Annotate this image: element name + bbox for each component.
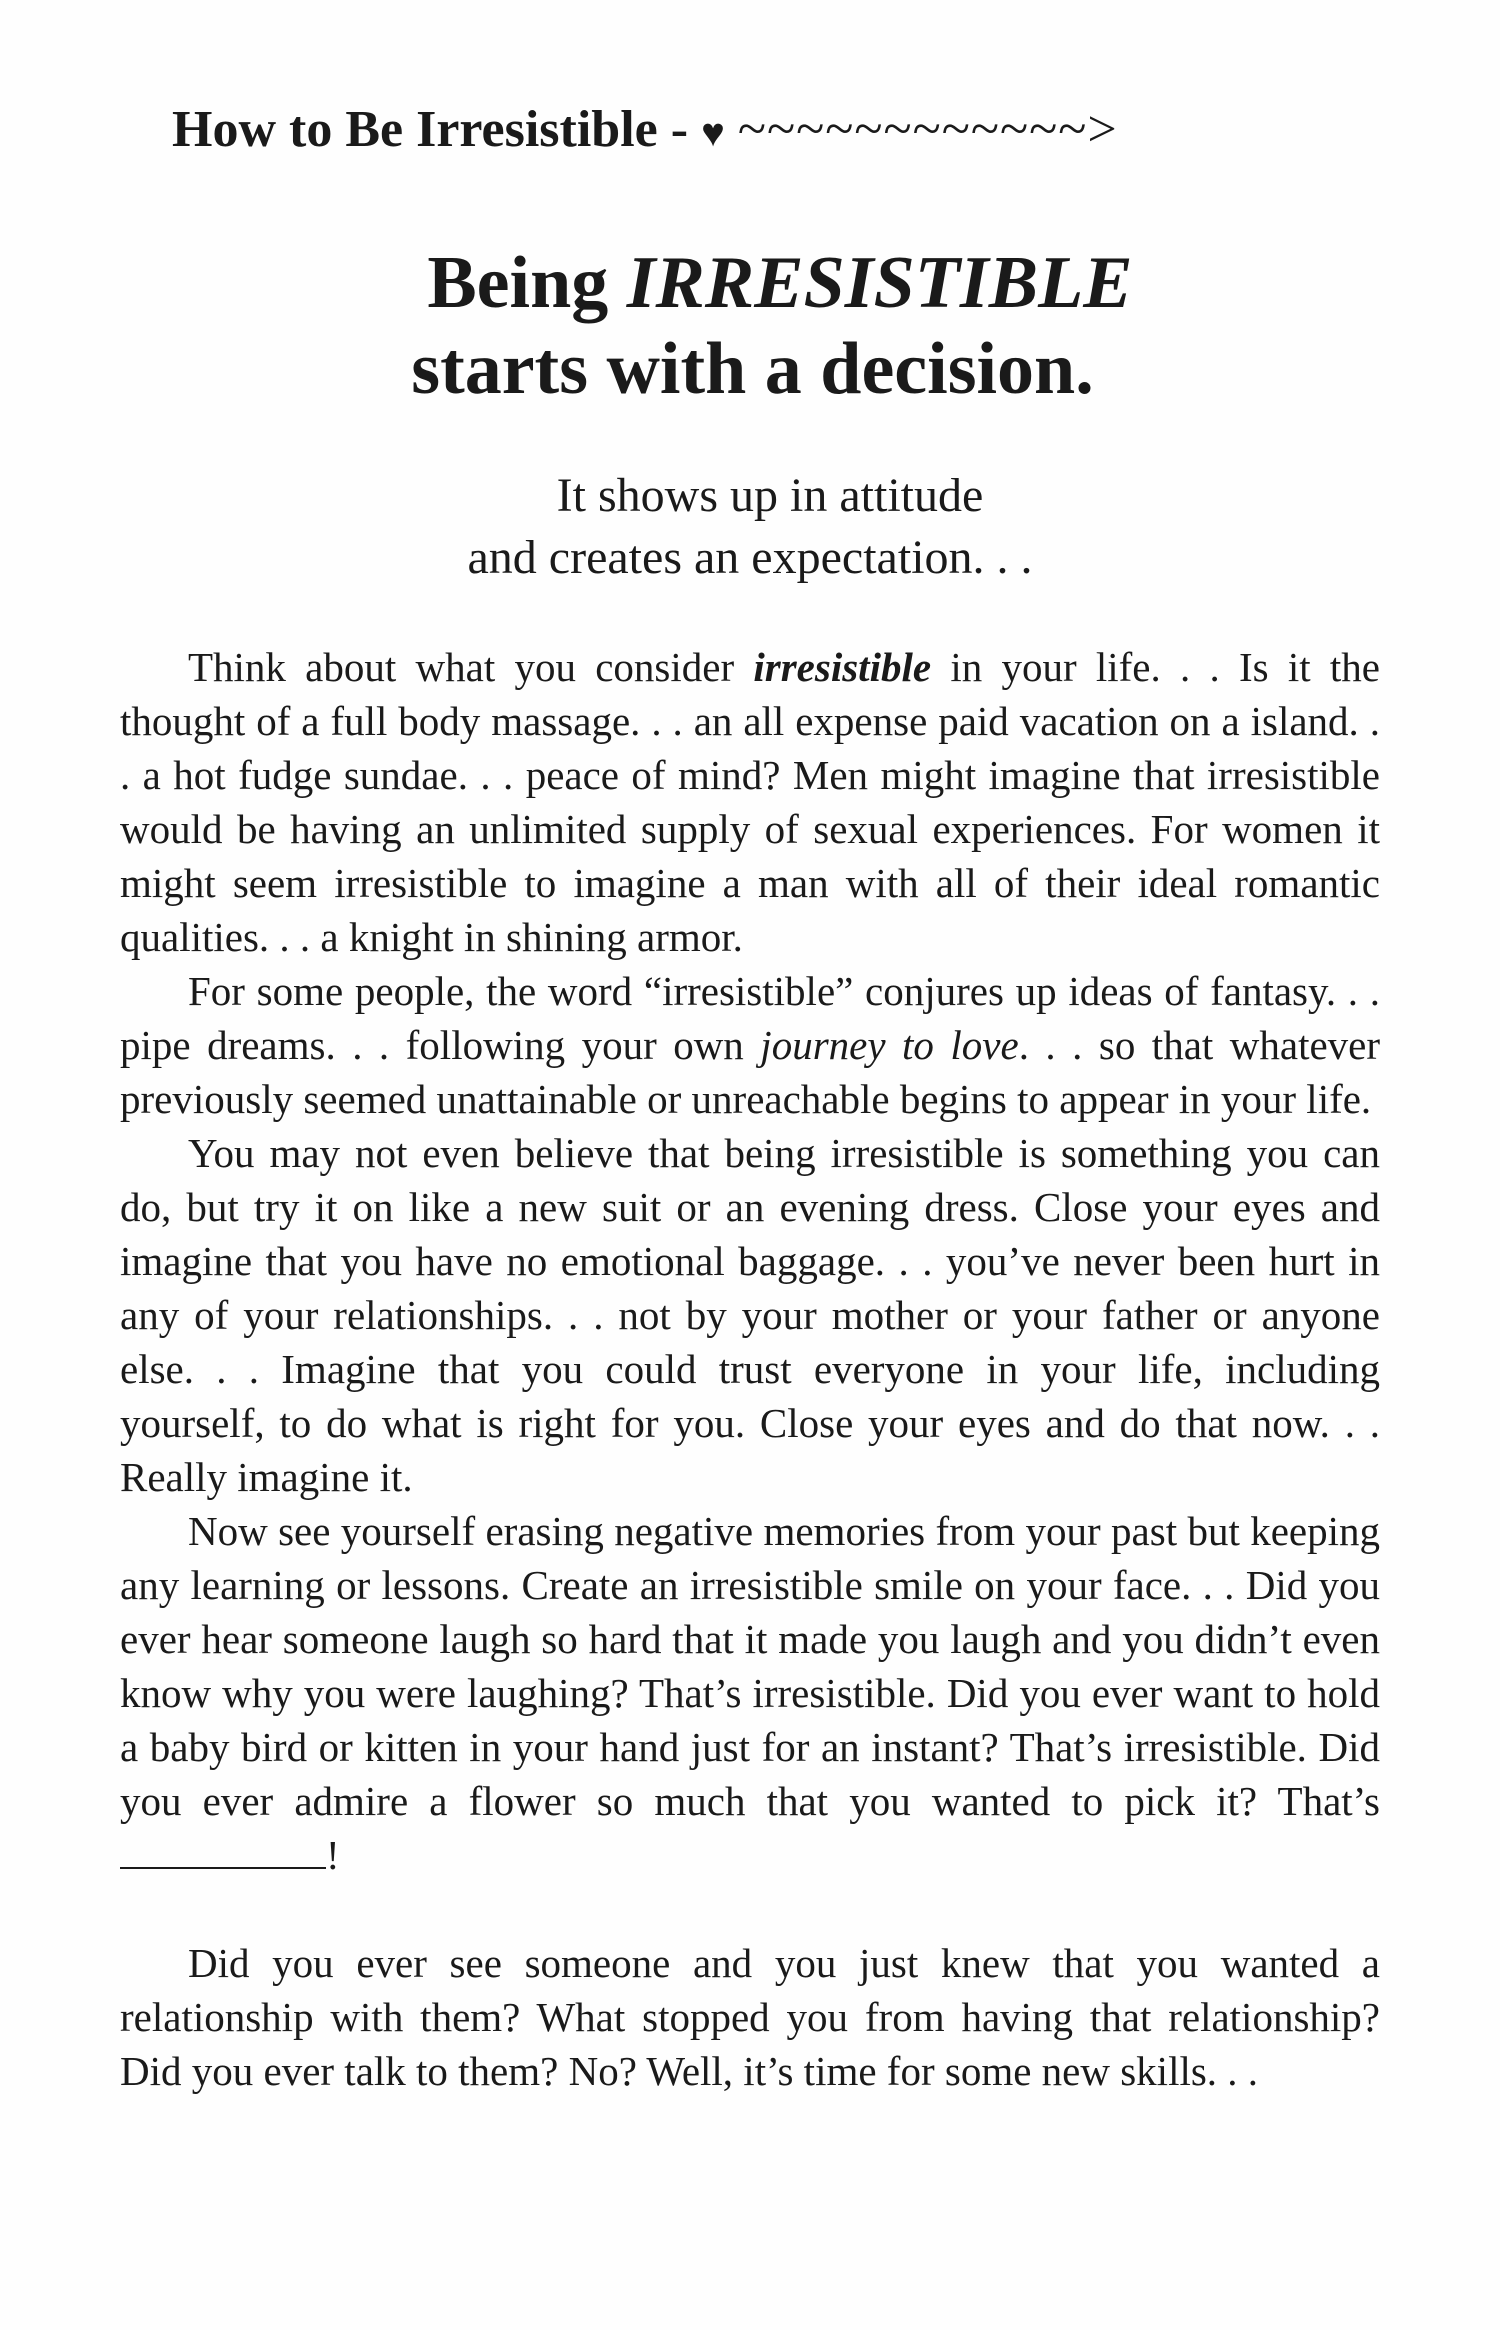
paragraph-1-emphasis: irresistible — [753, 644, 932, 690]
paragraph-2-emphasis: journey to love — [760, 1022, 1019, 1068]
book-title: How to Be Irresistible - — [172, 101, 689, 158]
heart-icon: ♥ — [701, 110, 725, 155]
paragraph-1-start: Think about what you consider — [188, 644, 754, 690]
headline-line-2: starts with a decision. — [411, 328, 1094, 410]
paragraph-4-start: Now see yourself erasing negative memories from your past but keeping any learning or lessons. Create an irresistible smile on your face. . . Did you ever hear someone laugh so hard that it made you laugh and you didn’t even know why you were laughing? That’s irresistible. Did you ever want to hold a baby bird or kitten in your hand just for an instant? That’s irresistible. Did you ever admire a flower so much that you wanted to pick it? That’s — [120, 1508, 1380, 1824]
paragraph-2-start: For some people, the word “irresistible” conjures up ideas of fantasy. . . pipe dreams. . . following your own — [120, 968, 1380, 1068]
paragraph-2-rest: . . . so that whatever previously seemed unattainable or unreachable begins to appear in your life. — [120, 1022, 1381, 1122]
subheading — [0, 465, 1500, 589]
body-text — [120, 640, 1380, 2098]
headline-line-1 — [0, 240, 1500, 326]
running-header — [172, 100, 1118, 159]
paragraph-4-end: ! — [326, 1832, 340, 1878]
paragraph-4 — [120, 1504, 1380, 1882]
headline-prefix: Being — [427, 242, 627, 324]
tilde-arrow: ~~~~~~~~~~~~> — [737, 101, 1118, 158]
fill-in-blank-line — [120, 1835, 326, 1869]
headline-emphasis: IRRESISTIBLE — [626, 242, 1133, 324]
paragraph-2 — [120, 964, 1380, 1126]
paragraph-1 — [120, 640, 1380, 964]
paragraph-5: Did you ever see someone and you just knew that you wanted a relationship with them? What stopped you from having that relationship? Did you ever talk to them? No? Well, it’s time for some new skills. . . — [120, 1940, 1380, 2094]
subheading-line-2: and creates an expectation. . . — [467, 531, 1033, 584]
paragraph-3: You may not even believe that being irresistible is something you can do, but try it on like a new suit or an evening dress. Close your eyes and imagine that you have no emotional baggage. . . you’ve never been hurt in any of your relationships. . . not by your mother or your father or anyone else. . . Imagine that you could trust everyone in your life, including yourself, to do what is right for you. Close your eyes and do that now. . . Really imagine it. — [120, 1130, 1380, 1500]
chapter-headline — [0, 240, 1500, 412]
subheading-line-1: It shows up in attitude — [556, 469, 984, 522]
paragraph-1-rest: in your life. . . Is it the thought of a full body massage. . . an all expense paid vacation on a island. . . a hot fudge sundae. . . peace of mind? Men might imagine that irresistible would be having an unlimited supply of sexual experiences. For women it might seem irresistible to imagine a man with all of their ideal romantic qualities. . . a knight in shining armor. — [120, 644, 1380, 960]
